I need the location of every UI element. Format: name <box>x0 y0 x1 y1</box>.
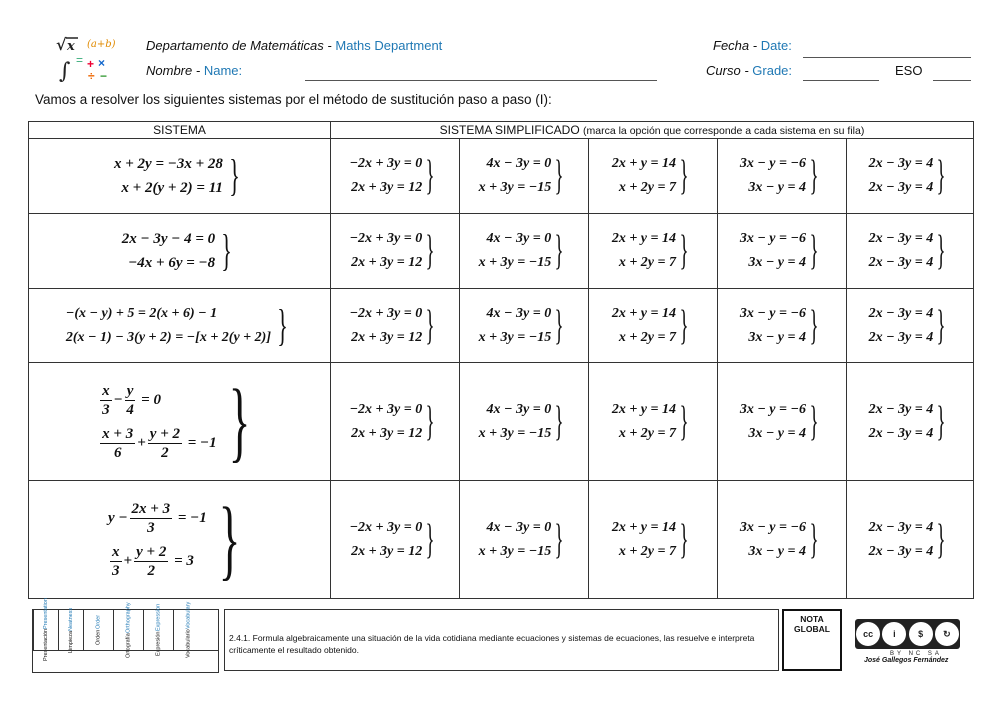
option-cell[interactable]: 3x − y = −6 3x − y = 4 } <box>718 289 847 363</box>
course-input[interactable] <box>803 80 879 81</box>
option-cell[interactable]: 2x − 3y = 4 2x − 3y = 4 } <box>847 363 974 481</box>
by-icon: i <box>882 622 906 646</box>
global-grade-box[interactable]: NOTA GLOBAL <box>782 609 842 671</box>
intro-text: Vamos a resolver los siguientes sistemas por el método de sustitución paso a paso (I): <box>35 92 552 107</box>
table-row <box>29 481 974 599</box>
rubric-score-row[interactable] <box>33 650 218 673</box>
date-input[interactable] <box>803 57 971 58</box>
svg-text:÷: ÷ <box>88 69 95 83</box>
system-cell: 2x − 3y − 4 = 0 −4x + 6y = −8 } <box>29 214 331 289</box>
system-column-header: SISTEMA <box>29 122 331 139</box>
name-label: Nombre - Name: <box>146 63 243 78</box>
option-cell[interactable]: 4x − 3y = 0 x + 3y = −15 } <box>460 289 589 363</box>
option-cell[interactable]: 3x − y = −6 3x − y = 4 } <box>718 139 847 214</box>
rubric-presentation: Presentación Presentation <box>33 610 58 650</box>
option-cell[interactable]: 3x − y = −6 3x − y = 4 } <box>718 481 847 599</box>
course-label: Curso - Grade: <box>706 63 793 78</box>
date-label: Fecha - Date: <box>713 38 792 53</box>
license-labels: BY NC SA <box>890 651 942 657</box>
option-cell[interactable]: 4x − 3y = 0 x + 3y = −15 } <box>460 363 589 481</box>
table-row <box>29 289 974 363</box>
option-cell[interactable]: −2x + 3y = 0 2x + 3y = 12 } <box>331 289 460 363</box>
svg-text:−: − <box>100 69 108 83</box>
option-cell[interactable]: −2x + 3y = 0 2x + 3y = 12 } <box>331 139 460 214</box>
rubric-orthography: Ortografía Orthography <box>113 610 143 650</box>
cc-icon: cc <box>856 622 880 646</box>
system-cell: $\frac{x}{3}$ − $\frac{y}{4}$ = 0 $\frac{x + 3}{6}$ + $\frac{y + 2}{2}$ = −1 } <box>29 363 331 481</box>
option-cell[interactable]: −2x + 3y = 0 2x + 3y = 12 } <box>331 363 460 481</box>
simplified-column-header: SISTEMA SIMPLIFICADO (marca la opción que corresponde a cada sistema en su fila) <box>331 122 974 139</box>
option-cell[interactable]: 2x + y = 14 x + 2y = 7 } <box>589 481 718 599</box>
maths-logo <box>54 34 124 84</box>
option-cell[interactable]: 4x − 3y = 0 x + 3y = −15 } <box>460 481 589 599</box>
option-cell[interactable]: 2x − 3y = 4 2x − 3y = 4 } <box>847 289 974 363</box>
system-cell: −(x − y) + 5 = 2(x + 6) − 1 2(x − 1) − 3(y + 2) = −[x + 2(y + 2)] } <box>29 289 331 363</box>
svg-text:x: x <box>67 39 75 54</box>
option-cell[interactable]: 4x − 3y = 0 x + 3y = −15 } <box>460 214 589 289</box>
logo-text: (a+b) <box>87 39 116 50</box>
option-cell[interactable]: 2x + y = 14 x + 2y = 7 } <box>589 139 718 214</box>
rubric-order: Orden Order <box>83 610 113 650</box>
option-cell[interactable]: 2x + y = 14 x + 2y = 7 } <box>589 289 718 363</box>
sa-icon: ↻ <box>935 622 959 646</box>
level-label: ESO <box>895 63 923 78</box>
nc-icon: $ <box>909 622 933 646</box>
svg-text:∫: ∫ <box>59 59 71 84</box>
option-cell[interactable]: 2x − 3y = 4 2x − 3y = 4 } <box>847 481 974 599</box>
option-cell[interactable]: 2x + y = 14 x + 2y = 7 } <box>589 214 718 289</box>
rubric-grid <box>32 598 219 673</box>
option-cell[interactable]: 3x − y = −6 3x − y = 4 } <box>718 363 847 481</box>
rubric-neatness: Limpieza Neatness <box>58 610 83 650</box>
option-cell[interactable]: −2x + 3y = 0 2x + 3y = 12 } <box>331 481 460 599</box>
criterion-text: 2.4.1. Formula algebraicamente una situación de la vida cotidiana mediante ecuaciones y sistemas de ecuaciones, las resuelve e interpreta críticamente el resultado obtenido. <box>224 609 779 671</box>
department-label: Departamento de Matemáticas - Maths Department <box>146 38 443 53</box>
option-cell[interactable]: 4x − 3y = 0 x + 3y = −15 } <box>460 139 589 214</box>
systems-table <box>28 121 974 599</box>
option-cell[interactable]: 3x − y = −6 3x − y = 4 } <box>718 214 847 289</box>
table-row <box>29 363 974 481</box>
svg-text:×: × <box>98 56 106 70</box>
rubric-vocabulary: Vocabulario Vocabulary <box>173 610 203 650</box>
name-input[interactable] <box>305 80 657 81</box>
option-cell[interactable]: 2x + y = 14 x + 2y = 7 } <box>589 363 718 481</box>
option-cell[interactable]: −2x + 3y = 0 2x + 3y = 12 } <box>331 214 460 289</box>
table-row <box>29 139 974 214</box>
system-cell: y − $\frac{2x + 3}{3}$ = −1 $\frac{x}{3}$ + $\frac{y + 2}{2}$ = 3 } <box>29 481 331 599</box>
svg-text:+: + <box>87 57 95 71</box>
system-cell: x + 2y = −3x + 28 x + 2(y + 2) = 11 } <box>29 139 331 214</box>
svg-text:=: = <box>76 53 84 67</box>
table-row <box>29 214 974 289</box>
svg-text:√: √ <box>56 35 67 54</box>
option-cell[interactable]: 2x − 3y = 4 2x − 3y = 4 } <box>847 139 974 214</box>
cc-license-badge <box>855 619 960 649</box>
rubric-expression: Expresión Expression <box>143 610 173 650</box>
level-input[interactable] <box>933 80 971 81</box>
author-signature: José Gallegos Fernández <box>864 657 949 664</box>
footer <box>28 598 973 671</box>
option-cell[interactable]: 2x − 3y = 4 2x − 3y = 4 } <box>847 214 974 289</box>
